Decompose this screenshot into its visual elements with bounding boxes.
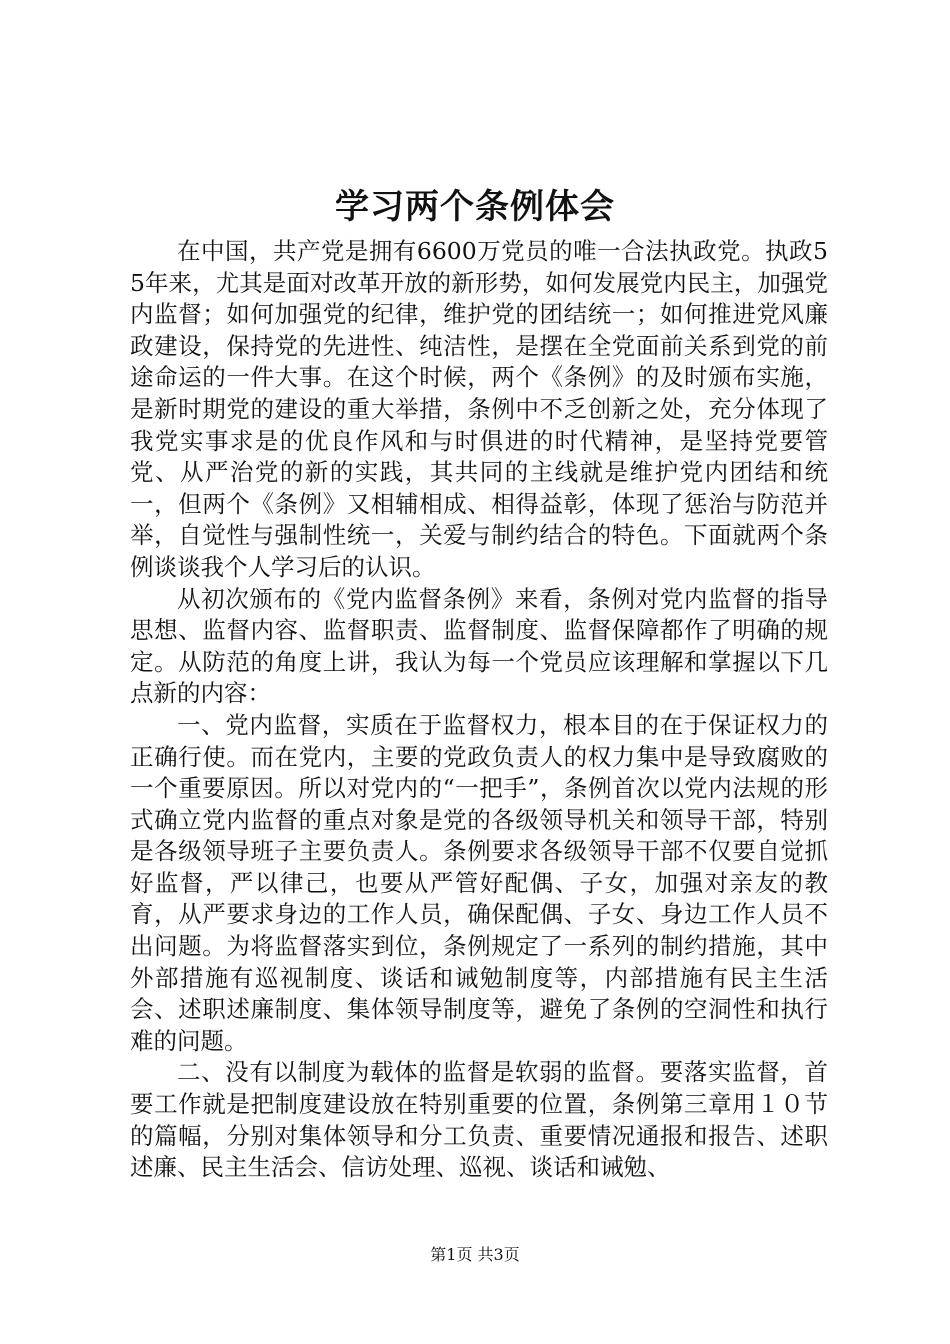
paragraph: 一、党内监督，实质在于监督权力，根本目的在于保证权力的正确行使。而在党内，主要的党政负责人的权力集中是导致腐败的一个重要原因。所以对党内的“一把手”，条例首次以党内法规的形式确立党内监督的重点对象是党的各级领导机关和领导干部，特别是各级领导班子主要负责人。条例要求各级领导干部不仅要自觉抓好监督，严以律己，也要从严管好配偶、子女，加强对亲友的教育，从严要求身边的工作人员，确保配偶、子女、身边工作人员不出问题。为将监督落实到位，条例规定了一系列的制约措施，其中外部措施有巡视制度、谈话和诫勉制度等，内部措施有民主生活会、述职述廉制度、集体领导制度等，避免了条例的空洞性和执行难的问题。 <box>130 710 828 1055</box>
document-body <box>130 236 828 1184</box>
paragraph: 从初次颁布的《党内监督条例》来看，条例对党内监督的指导思想、监督内容、监督职责、监督制度、监督保障都作了明确的规定。从防范的角度上讲，我认为每一个党员应该理解和掌握以下几点新的内容： <box>130 584 828 708</box>
paragraph: 二、没有以制度为载体的监督是软弱的监督。要落实监督，首要工作就是把制度建设放在特别重要的位置，条例第三章用１０节的篇幅，分别对集体领导和分工负责、重要情况通报和报告、述职述廉、民主生活会、信访处理、巡视、谈话和诫勉、 <box>130 1058 828 1182</box>
page-number-footer: 第1页 共3页 <box>430 1245 520 1264</box>
document-title: 学习两个条例体会 <box>335 187 615 227</box>
paragraph: 在中国，共产党是拥有6600万党员的唯一合法执政党。执政55年来，尤其是面对改革开放的新形势，如何发展党内民主，加强党内监督；如何加强党的纪律，维护党的团结统一；如何推进党风廉政建设，保持党的先进性、纯洁性，是摆在全党面前关系到党的前途命运的一件大事。在这个时候，两个《条例》的及时颁布实施，是新时期党的建设的重大举措，条例中不乏创新之处，充分体现了我党实事求是的优良作风和与时俱进的时代精神，是坚持党要管党、从严治党的新的实践，其共同的主线就是维护党内团结和统一，但两个《条例》又相辅相成、相得益彰，体现了惩治与防范并举，自觉性与强制性统一，关爱与制约结合的特色。下面就两个条例谈谈我个人学习后的认识。 <box>130 237 828 581</box>
